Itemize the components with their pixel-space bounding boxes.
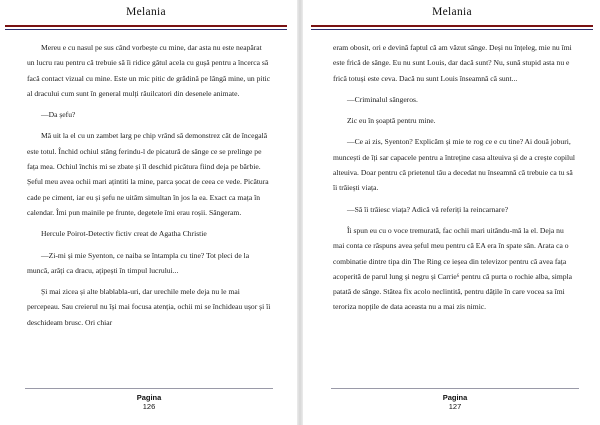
paragraph: Mereu e cu nasul pe sus când vorbește cu mine, dar asta nu este neapărat un lucru rau pentru că trebuie să îi ridice gâtul acela cu gușă pentru a încerca să facă contact vizual cu mine. Este un mic pitic de grădină pe lângă mine, un pitic al dracului cum sunt în general mulți răuilcatori din desenele animate. [27, 43, 271, 98]
book-gutter [297, 0, 303, 425]
paragraph: —Să îi trăiesc viața? Adică vă referiți la reincarnare? [347, 204, 509, 214]
page-footer [25, 388, 273, 411]
right-page [311, 0, 593, 425]
paragraph: Zic eu în șoaptă pentru mine. [347, 116, 436, 126]
page-number: 126 [142, 402, 156, 411]
paragraph: Hercule Poirot-Detectiv fictiv creat de Agatha Christie [41, 229, 207, 239]
footer-label: Pagina [442, 393, 468, 402]
page-number: 127 [448, 402, 462, 411]
page-body [333, 40, 577, 321]
paragraph: Mă uit la el cu un zambet larg pe chip vrând să demonstrez cât de încegală este totul. Închid ochiul stâng ferindu-l de picatură de sânge ce se prelinge pe fața mea. Ochiul închis mi se zbate și îl deschid picătura fiind deja pe bărbie. Șeful meu avea ochii mari ațintiti la mine, parca șocat de ceea ce vede. Picătura cade pe ciment, iar eu și șefu ne uităm simultan în jos la ea. Exact ca mața în calendar. Îmi pun mainile pe frunte, degetele îmi erau roșii. Sângeram. [27, 131, 269, 217]
header-rule-blue [5, 29, 287, 30]
paragraph: —Criminalul sângeros. [347, 94, 418, 104]
paragraph: —Da șefu? [41, 110, 76, 120]
running-header: Melania [432, 6, 472, 18]
header-rule [311, 25, 593, 30]
left-page [5, 0, 287, 425]
paragraph: —Ce ai zis, Syenton? Explicăm și mie te rog ce e cu tine? Ai două joburi, muncești de îți sar capacele pentru a întreține casa alteuiva și de a crește copilul alteuiva. Doar pentru că prietenul tău a decedat nu înseamnă că trebuie ca tu să îi trăiești viața. [333, 137, 576, 193]
footer-label: Pagina [136, 393, 162, 402]
paragraph: eram obosit, ori e devină faptul că am văzut sânge. Deși nu înțeleg, mie nu îmi este frică de sânge. Eu nu sunt Louis, dar dacă sunt? Nu, sună stupid asta nu e frică totuși este ceva. Dacă nu sunt Louis înseamnă că sunt... [333, 43, 572, 83]
paragraph: Îi spun eu cu o voce tremurată, fac ochii mari uitându-mă la el. Deja nu mai conta ce răspuns avea șeful meu pentru că EA era în spate săn. Arata ca o combinatie dintre tipa din The Ring ce ieșea din televizor pentru că avea fața acoperită de parul lung și negru și Carrie⁶ pentru că purta o rochie alba, simpla patată de sânge. Stătea fix acolo neclintită, pentru dățile în care vocea sa îmi teroriza nopțile de data aceasta nu a mai zis nimic. [333, 225, 573, 312]
paragraph: —Zi-mi și mie Syenton, ce naiba se întampla cu tine? Tot pleci de la muncă, arăți ca dracu, ațipești în timpul lucrului... [27, 250, 250, 275]
page-body [27, 40, 271, 336]
page-footer [331, 388, 579, 411]
header-rule [5, 25, 287, 30]
running-header: Melania [126, 6, 166, 18]
header-rule-red [311, 25, 593, 27]
header-rule-blue [311, 29, 593, 30]
paragraph: Și mai zicea și alte blablabla-uri, dar urechile mele deja nu le mai percepeau. Sau creierul nu își mai focusa atenția, ochii mi se închideau ușor și îi deschideam brusc. Ori chiar [27, 287, 271, 327]
header-rule-red [5, 25, 287, 27]
